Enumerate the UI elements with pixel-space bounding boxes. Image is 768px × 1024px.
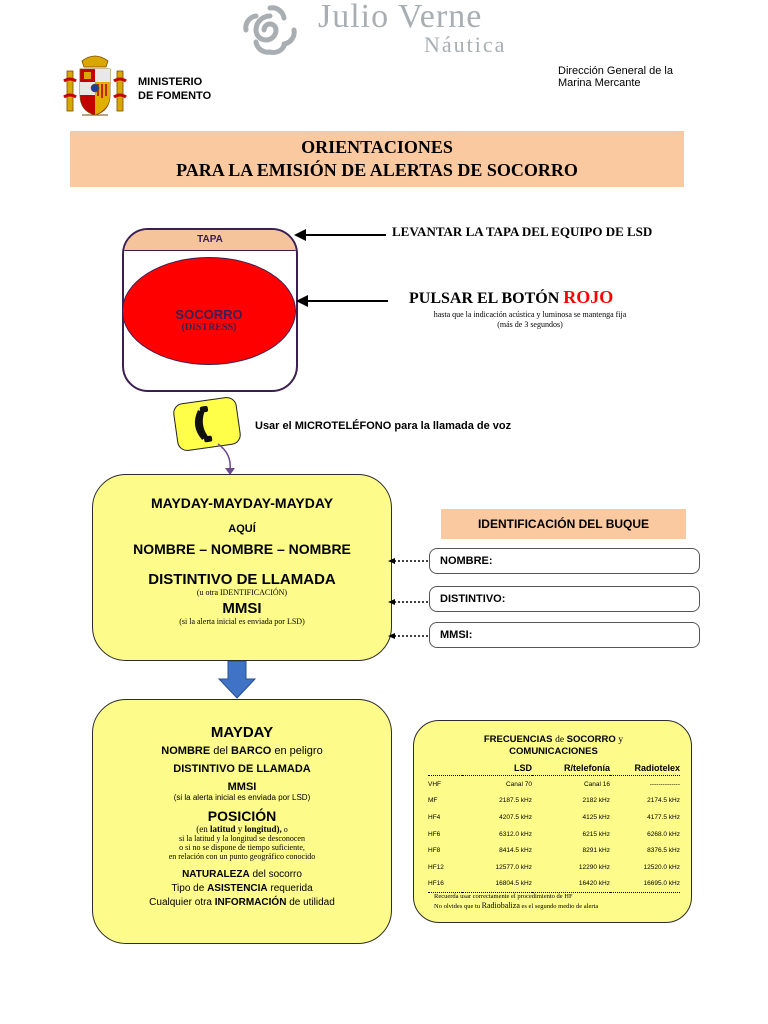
freq-telex: 16695.0 kHz (643, 880, 680, 888)
info-b: INFORMACIÓN (214, 897, 287, 908)
frequencies-note (434, 892, 598, 911)
lid-label: TAPA (124, 230, 296, 251)
freq-title-b: de (555, 735, 565, 745)
table-row (428, 826, 680, 843)
mayday-call-line-3: NOMBRE – NOMBRE – NOMBRE (133, 541, 351, 557)
table-row (428, 776, 680, 793)
title-line-1: ORIENTACIONES (301, 137, 453, 157)
assist-c: requerida (267, 883, 313, 894)
direction-line-1: Dirección General de la (558, 65, 673, 77)
freq-telex: 12520.0 kHz (643, 863, 680, 871)
position-b: latitud (209, 824, 236, 834)
step-press-note-1: hasta que la indicación acústica y luminosa se mantenga fija (433, 310, 627, 319)
position-e: ), (276, 824, 282, 834)
brand-name: Julio Verne (318, 0, 483, 35)
step-press-prefix: PULSAR EL BOTÓN (409, 290, 564, 307)
message-mayday: MAYDAY (210, 724, 274, 741)
message-vessel-name-c: BARCO (230, 745, 272, 757)
freq-band: VHF (428, 780, 441, 788)
freq-band: MF (428, 797, 438, 805)
message-position: POSICIÓN (207, 808, 277, 824)
table-row (428, 793, 680, 810)
assist-b: ASISTENCIA (207, 883, 268, 894)
message-vessel-name-d: en peligro (271, 745, 323, 757)
step-press-red-word: ROJO (563, 287, 614, 307)
callsign-field[interactable]: DISTINTIVO: (429, 586, 700, 612)
position-a: (en (196, 824, 210, 834)
arrow-to-button (296, 294, 388, 308)
freq-rt: 4125 kHz (582, 813, 610, 821)
mayday-call-line-5: MMSI (222, 600, 262, 617)
message-position-detail (93, 824, 391, 834)
freq-band: HF4 (428, 813, 441, 821)
spain-coat-of-arms-icon (60, 55, 130, 123)
info-c: de utilidad (286, 897, 335, 908)
note2-a: No olvides que tu (434, 903, 482, 910)
step-press-note (380, 310, 680, 330)
mayday-call-box (92, 474, 392, 661)
freq-telex: 8376.5 kHz (647, 847, 680, 855)
table-row (428, 876, 680, 893)
info-a: Cualquier otra (149, 897, 215, 908)
freq-lsd: 6312.0 kHz (499, 830, 532, 838)
title-line-2: PARA LA EMISIÓN DE ALERTAS DE SOCORRO (176, 160, 578, 180)
freq-header-lsd: LSD (514, 763, 532, 773)
message-vessel-name (93, 745, 391, 757)
freq-header-telex: Radiotelex (634, 763, 680, 773)
frequencies-header-row (428, 761, 680, 776)
freq-lsd: 16804.5 kHz (495, 880, 532, 888)
freq-title-d: y (618, 735, 624, 745)
frequencies-title-2: COMUNICACIONES (509, 746, 598, 757)
frequencies-note-1: Recuerda usar correctamente el procedimiento de HF (434, 893, 573, 900)
freq-telex: 2174.5 kHz (647, 797, 680, 805)
identification-title: IDENTIFICACIÓN DEL BUQUE (441, 509, 686, 539)
assist-a: Tipo de (171, 883, 208, 894)
distress-button[interactable] (122, 257, 296, 365)
table-row (428, 859, 680, 876)
freq-title-c: SOCORRO (564, 734, 619, 745)
message-callsign: DISTINTIVO DE LLAMADA (173, 763, 311, 775)
arrow-to-lid (294, 228, 386, 242)
message-mmsi: MMSI (227, 781, 257, 793)
note2-b: Radiobaliza (481, 901, 520, 910)
message-nature (93, 869, 391, 880)
freq-band: HF16 (428, 880, 444, 888)
freq-telex: 6268.0 kHz (647, 830, 680, 838)
table-row (428, 842, 680, 859)
mmsi-field[interactable]: MMSI: (429, 622, 700, 648)
freq-band: HF8 (428, 847, 441, 855)
message-information (93, 897, 391, 908)
freq-lsd: 12577.0 kHz (495, 863, 532, 871)
curve-arrow (212, 442, 242, 476)
frequencies-table (428, 761, 680, 893)
direction-label (558, 65, 673, 89)
mayday-call-line-4-note: (u otra IDENTIFICACIÓN) (196, 588, 288, 597)
frequencies-box (413, 720, 692, 923)
freq-telex: 4177.5 kHz (647, 813, 680, 821)
step-lift-lid: LEVANTAR LA TAPA DEL EQUIPO DE LSD (392, 224, 653, 239)
distress-button-label: SOCORRO (175, 307, 243, 322)
dotted-connectors (388, 555, 432, 645)
name-field[interactable]: NOMBRE: (429, 548, 700, 574)
mayday-call-line-1: MAYDAY-MAYDAY-MAYDAY (150, 495, 334, 511)
message-position-alt-2: o si no se dispone de tiempo suficiente, (179, 843, 305, 852)
nature-a: NATURALEZA (182, 869, 250, 880)
message-assistance (93, 883, 391, 894)
freq-rt: 6215 kHz (582, 830, 610, 838)
distress-button-sub: (DISTRESS) (181, 322, 237, 333)
message-vessel-name-a: NOMBRE (161, 745, 211, 757)
ministry-label (138, 75, 211, 103)
note2-c: es el segundo medio de alerta (519, 903, 599, 910)
freq-rt: 16420 kHz (578, 880, 610, 888)
brand-subtitle: Náutica (424, 32, 507, 57)
freq-rt: Canal 16 (583, 780, 610, 788)
table-row (428, 809, 680, 826)
freq-rt: 8291 kHz (582, 847, 610, 855)
freq-title-a: FRECUENCIAS (483, 734, 556, 745)
nature-b: del socorro (249, 869, 302, 880)
freq-telex: -------------- (649, 780, 680, 788)
position-d: longitud (244, 824, 277, 834)
spiral-logo-icon (236, 0, 306, 60)
frequencies-note-2 (434, 901, 598, 911)
freq-lsd: 8414.5 kHz (499, 847, 532, 855)
freq-header-rt: R/telefonía (563, 763, 610, 773)
phone-instruction: Usar el MICROTELÉFONO para la llamada de voz (255, 420, 512, 432)
message-vessel-name-b: del (210, 745, 231, 757)
mayday-call-line-5-note: (si la alerta inicial es enviada por LSD) (179, 617, 305, 626)
down-arrow-icon (218, 661, 256, 699)
message-position-alt-3: en relación con un punto geográfico conocido (168, 852, 316, 861)
message-position-alt-1: si la latitud y la longitud se desconocen (179, 834, 305, 843)
freq-lsd: 4207.5 kHz (499, 813, 532, 821)
frequencies-title (414, 734, 693, 757)
position-f: o (281, 825, 288, 834)
freq-rt: 2182 kHz (582, 797, 610, 805)
direction-line-2: Marina Mercante (558, 77, 641, 89)
freq-band: HF6 (428, 830, 441, 838)
step-press-button (409, 287, 613, 308)
page-title (70, 131, 684, 187)
mayday-message-box (92, 699, 392, 944)
freq-rt: 12290 kHz (578, 863, 610, 871)
mayday-call-line-2: AQUÍ (228, 523, 256, 535)
freq-lsd: Canal 70 (505, 780, 532, 788)
freq-lsd: 2187.5 kHz (499, 797, 532, 805)
brand-logo (236, 0, 536, 62)
position-c: y (235, 824, 245, 834)
frequencies-title-1 (414, 734, 693, 746)
mayday-call-line-4: DISTINTIVO DE LLAMADA (148, 571, 336, 588)
freq-header-band (428, 761, 462, 776)
message-mmsi-note: (si la alerta inicial es enviada por LSD) (173, 793, 311, 802)
step-press-note-2: (más de 3 segundos) (497, 320, 563, 329)
ministry-line-1: MINISTERIO (138, 76, 203, 88)
ministry-line-2: DE FOMENTO (138, 90, 212, 102)
freq-band: HF12 (428, 863, 444, 871)
